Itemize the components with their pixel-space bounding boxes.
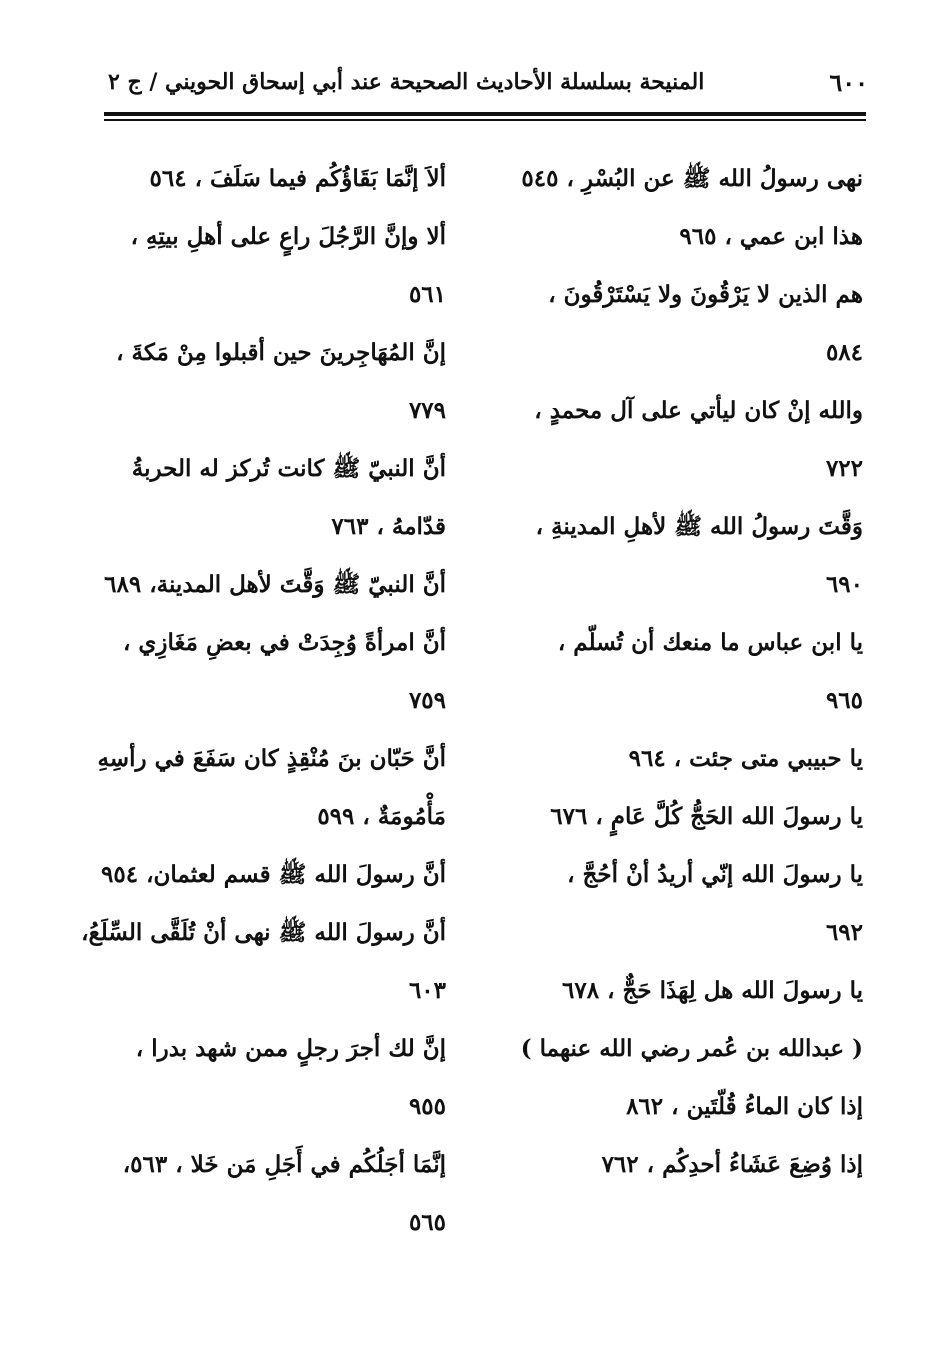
page-number: ٦٠٠ (829, 67, 868, 97)
index-line: هم الذين لا يَرْقُونَ ولا يَسْتَرْقُونَ ، (548, 281, 863, 308)
running-title: المنيحة بسلسلة الأحاديث الصحيحة عند أبي إسحاق الحويني / ج ٢ (108, 69, 705, 95)
index-line: ٦٠٣ (408, 977, 446, 1004)
index-line: إذا كان الماءُ قُلّتَين ، ٨٦٢ (626, 1093, 863, 1120)
index-line: ٧٧٩ (408, 397, 446, 424)
left-column (81, 150, 446, 1252)
index-line: يا رسولَ الله إنّي أريدُ أنْ أحُجَّ ، (567, 861, 863, 888)
index-line: ٧٥٩ (408, 687, 446, 714)
index-line: ٩٥٥ (408, 1093, 446, 1120)
index-line: أنَّ رسولَ الله ﷺ قسم لعثمان، ٩٥٤ (101, 861, 446, 888)
index-line: نهى رسولُ الله ﷺ عن البُسْرِ ، ٥٤٥ (521, 165, 863, 192)
header-rule-thick (104, 112, 866, 116)
index-line: هذا ابن عمي ، ٩٦٥ (679, 223, 863, 250)
index-line: يا رسولَ الله الحَجُّ كُلَّ عَامٍ ، ٦٧٦ (550, 803, 863, 830)
index-line: وَقَّتَ رسولُ الله ﷺ لأهلِ المدينةِ ، (535, 513, 863, 540)
index-line: إذا وُضِعَ عَشَاءُ أحدِكُم ، ٧٦٢ (601, 1151, 863, 1178)
header-rule-thin (104, 119, 866, 121)
index-line: يا حبيبي متى جئت ، ٩٦٤ (628, 745, 863, 772)
index-line: أنَّ النبيّ ﷺ وَقَّتَ لأهل المدينة، ٦٨٩ (104, 571, 446, 598)
right-column (520, 150, 863, 1194)
index-line: ٩٦٥ (825, 687, 863, 714)
index-line: يا رسولَ الله هل لِهَذَا حَجٌّ ، ٦٧٨ (562, 977, 863, 1004)
index-line: قدّامهُ ، ٧٦٣ (331, 513, 446, 540)
index-line: والله إنْ كان ليأتي على آل محمدٍ ، (534, 397, 863, 424)
index-line: مَأْمُومَةٌ ، ٥٩٩ (317, 803, 446, 830)
index-line: ٥٦١ (408, 281, 446, 308)
index-line: يا ابن عباس ما منعك أن تُسلّم ، (557, 629, 863, 656)
index-line: أنَّ امرأةً وُجِدَتْ في بعضِ مَغَازِي ، (122, 629, 446, 656)
section-heading: ( عبدالله بن عُمر رضي الله عنهما ) (520, 1035, 863, 1062)
index-line: أنَّ النبيّ ﷺ كانت تُركز له الحربةُ (131, 455, 446, 482)
index-line: إنَّمَا أجَلُكُم في أَجَلِ مَن خَلا ، ٥٦٣، (122, 1151, 446, 1178)
index-line: إنَّ المُهَاجِرينَ حين أقبلوا مِنْ مَكةَ ، (116, 339, 446, 366)
index-line: ٧٢٢ (825, 455, 863, 482)
index-line: ٦٩٠ (825, 571, 863, 598)
page-header (108, 62, 868, 102)
index-line: إنَّ لك أجرَ رجلٍ ممن شهد بدرا ، (135, 1035, 446, 1062)
index-line: ألا وإنَّ الرَّجُلَ راعٍ على أهلِ بيتِهِ ، (130, 223, 446, 250)
index-line: ٥٨٤ (825, 339, 863, 366)
index-line: أنَّ حَبّان بنَ مُنْقِذٍ كان سَفَعَ في رأسِهِ (97, 745, 446, 772)
index-line: ٦٩٢ (825, 919, 863, 946)
index-line: ألاَ إنَّمَا بَقَاؤُكُم فيما سَلَفَ ، ٥٦٤ (149, 165, 446, 192)
index-line: ٥٦٥ (408, 1209, 446, 1236)
index-line: أنَّ رسولَ الله ﷺ نهى أنْ تُلَقَّى السِّلَعُ، (81, 919, 446, 946)
